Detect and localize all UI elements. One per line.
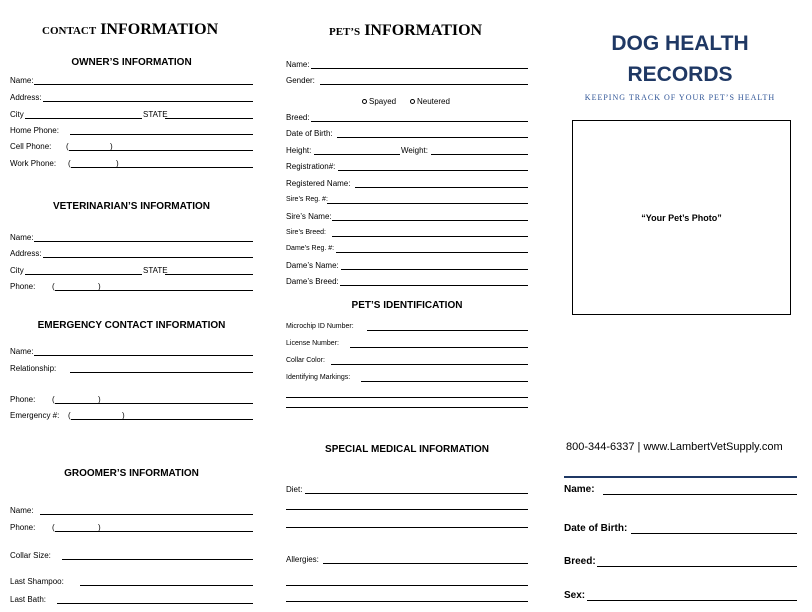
owner-address-line[interactable] [43, 101, 253, 102]
owner-work-paren: ) [116, 159, 119, 168]
emergency-number-paren: ( [68, 411, 71, 420]
neutered-option[interactable]: Neutered [410, 97, 450, 107]
vet-name-label: Name: [10, 233, 34, 242]
pet-registered-name-line[interactable] [355, 187, 528, 188]
sire-reg-line[interactable] [327, 203, 528, 204]
markings-label: Identifying Markings: [286, 374, 351, 381]
emergency-relationship-label: Relationship: [10, 364, 57, 373]
dame-name-line[interactable] [341, 269, 528, 270]
dog-health-records-title [568, 28, 792, 90]
pet-breed-line[interactable] [311, 121, 528, 122]
diet-extra-line[interactable] [286, 509, 528, 510]
markings-extra-line[interactable] [286, 397, 528, 398]
microchip-line[interactable] [367, 330, 528, 331]
pet-registered-name-label: Registered Name: [286, 179, 351, 188]
diet-label: Diet: [286, 485, 303, 494]
pet-name-label: Name: [286, 60, 310, 69]
sire-breed-line[interactable] [332, 236, 528, 237]
groomer-phone-line[interactable] [55, 531, 253, 532]
contact-information-title: CONTACT INFORMATION [42, 21, 219, 38]
groomer-bath-line[interactable] [57, 603, 253, 604]
title-line-2: RECORDS [627, 63, 733, 86]
summary-dob-line[interactable] [631, 533, 797, 534]
groomer-bath-label: Last Bath: [10, 595, 47, 604]
diet-line[interactable] [305, 493, 528, 494]
pet-gender-line[interactable] [320, 84, 528, 85]
special-medical-heading: SPECIAL MEDICAL INFORMATION [325, 444, 489, 455]
pet-height-line[interactable] [314, 154, 400, 155]
vet-phone-label: Phone: [10, 282, 36, 291]
vet-state-label: STATE [143, 266, 168, 275]
owner-name-line[interactable] [34, 84, 253, 85]
dame-reg-line[interactable] [336, 252, 528, 253]
emergency-phone-label: Phone: [10, 395, 36, 404]
license-line[interactable] [350, 347, 528, 348]
pet-gender-label: Gender: [286, 76, 315, 85]
pet-weight-label: Weight: [401, 146, 428, 155]
owner-heading: OWNER’S INFORMATION [71, 57, 192, 68]
owner-cell-paren: ( [66, 142, 69, 151]
summary-name-label: Name: [564, 484, 595, 495]
owner-state-label: STATE [143, 110, 168, 119]
groomer-phone-label: Phone: [10, 523, 36, 532]
vet-name-line[interactable] [34, 241, 253, 242]
allergies-extra-line[interactable] [286, 585, 528, 586]
summary-sex-line[interactable] [587, 600, 797, 601]
collar-color-label: Collar Color: [286, 357, 325, 364]
emergency-number-paren: ) [122, 411, 125, 420]
owner-work-phone-line[interactable] [71, 167, 253, 168]
tagline: KEEPING TRACK OF YOUR PET’S HEALTH [584, 93, 776, 102]
owner-cell-paren: ) [110, 142, 113, 151]
dame-breed-label: Dame’s Breed: [286, 277, 339, 286]
allergies-label: Allergies: [286, 555, 319, 564]
owner-state-line[interactable] [165, 118, 253, 119]
owner-cell-phone-line[interactable] [69, 150, 253, 151]
summary-sex-label: Sex: [564, 590, 586, 601]
owner-cell-phone-label: Cell Phone: [10, 142, 52, 151]
spayed-option[interactable]: Spayed [362, 97, 396, 107]
groomer-heading: GROOMER’S INFORMATION [64, 468, 199, 479]
groomer-collar-line[interactable] [62, 559, 253, 560]
dame-name-label: Dame’s Name: [286, 261, 339, 270]
pet-name-line[interactable] [311, 68, 528, 69]
owner-work-phone-label: Work Phone: [10, 159, 57, 168]
owner-name-label: Name: [10, 76, 34, 85]
emergency-name-line[interactable] [34, 355, 253, 356]
blue-divider [564, 476, 797, 478]
groomer-phone-paren: ( [52, 523, 55, 532]
markings-extra-line[interactable] [286, 407, 528, 408]
emergency-phone-line[interactable] [55, 403, 253, 404]
markings-line[interactable] [361, 381, 528, 382]
groomer-shampoo-line[interactable] [80, 585, 253, 586]
vet-phone-paren: ) [98, 282, 101, 291]
pet-photo-label: “Your Pet’s Photo” [641, 213, 722, 223]
summary-name-line[interactable] [603, 494, 797, 495]
title-line-1: DOG HEALTH [611, 32, 749, 55]
owner-home-phone-label: Home Phone: [10, 126, 59, 135]
summary-breed-label: Breed: [564, 556, 596, 567]
contact-info-line: 800-344-6337 | www.LambertVetSupply.com [566, 441, 783, 453]
radio-icon [410, 99, 415, 104]
diet-extra-line[interactable] [286, 527, 528, 528]
owner-home-phone-line[interactable] [70, 134, 253, 135]
pet-registration-line[interactable] [338, 170, 528, 171]
collar-color-line[interactable] [331, 364, 528, 365]
allergies-line[interactable] [323, 563, 528, 564]
pet-dob-line[interactable] [337, 137, 528, 138]
pets-information-title: PET’S INFORMATION [329, 22, 483, 39]
allergies-extra-line[interactable] [286, 601, 528, 602]
sire-reg-label: Sire’s Reg. #: [286, 196, 328, 203]
vet-phone-line[interactable] [55, 290, 253, 291]
license-label: License Number: [286, 340, 339, 347]
emergency-number-label: Emergency #: [10, 411, 60, 420]
sire-name-line[interactable] [332, 220, 528, 221]
vet-city-label: City [10, 266, 24, 275]
groomer-shampoo-label: Last Shampoo: [10, 577, 64, 586]
radio-icon [362, 99, 367, 104]
emergency-phone-paren: ) [98, 395, 101, 404]
pet-registration-label: Registration#: [286, 162, 336, 171]
groomer-name-line[interactable] [40, 514, 253, 515]
owner-city-label: City [10, 110, 24, 119]
emergency-number-line[interactable] [71, 419, 253, 420]
microchip-label: Microchip ID Number: [286, 323, 354, 330]
pet-weight-line[interactable] [431, 154, 528, 155]
pet-identification-heading: PET’S IDENTIFICATION [351, 300, 463, 311]
owner-city-line[interactable] [25, 118, 142, 119]
vet-address-label: Address: [10, 249, 42, 258]
summary-dob-label: Date of Birth: [564, 523, 628, 534]
summary-breed-line[interactable] [597, 566, 797, 567]
groomer-collar-label: Collar Size: [10, 551, 51, 560]
vet-city-line[interactable] [25, 274, 142, 275]
vet-phone-paren: ( [52, 282, 55, 291]
pet-height-label: Height: [286, 146, 312, 155]
vet-heading: VETERINARIAN’S INFORMATION [52, 201, 211, 212]
groomer-phone-paren: ) [98, 523, 101, 532]
pet-breed-label: Breed: [286, 113, 310, 122]
groomer-name-label: Name: [10, 506, 34, 515]
sire-name-label: Sire’s Name: [286, 212, 332, 221]
sire-breed-label: Sire’s Breed: [286, 229, 326, 236]
vet-state-line[interactable] [165, 274, 253, 275]
emergency-phone-paren: ( [52, 395, 55, 404]
pet-dob-label: Date of Birth: [286, 129, 333, 138]
emergency-relationship-line[interactable] [70, 372, 253, 373]
dame-reg-label: Dame’s Reg. #: [286, 245, 335, 252]
dame-breed-line[interactable] [340, 285, 528, 286]
vet-address-line[interactable] [43, 257, 253, 258]
emergency-heading: EMERGENCY CONTACT INFORMATION [37, 320, 226, 331]
owner-work-paren: ( [68, 159, 71, 168]
emergency-name-label: Name: [10, 347, 34, 356]
owner-address-label: Address: [10, 93, 42, 102]
